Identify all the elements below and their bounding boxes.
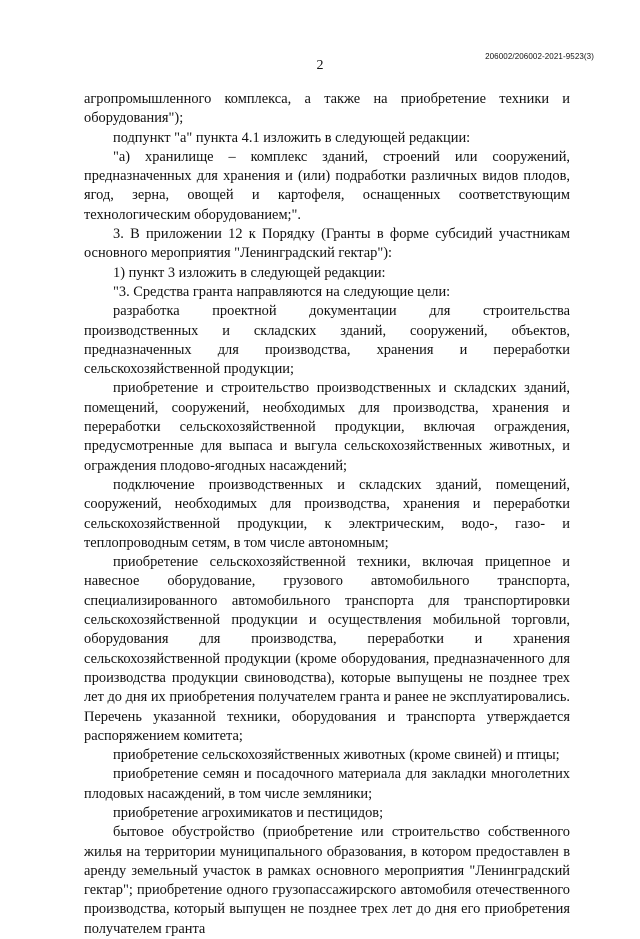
paragraph: "3. Средства гранта направляются на следующие цели: [113,283,451,300]
paragraph: подпункт "а" пункта 4.1 изложить в следующей редакции: [113,129,471,146]
paragraph: приобретение сельскохозяйственных животных (кроме свиней) и птицы; [113,747,560,764]
paragraph: приобретение агрохимикатов и пестицидов; [113,804,384,821]
document-body [84,90,570,939]
paragraph: 3. В приложении 12 к Порядку (Гранты в форме субсидий участникам основного мероприятия "Ленинградский гектар"): [84,226,570,262]
paragraph: подключение производственных и складских зданий, помещений, сооружений, необходимых для производства, хранения и переработки сельскохозяйственной продукции, к электрическим, водо-, газо- и теплопроводным сетям, в том числе автономным; [84,476,570,551]
paragraph: агропромышленного комплекса, а также на приобретение техники и оборудования"); [84,91,570,127]
paragraph: приобретение сельскохозяйственной техники, включая прицепное и навесное оборудование, грузового автомобильного транспорта, специализированного автомобильного транспорта для транспортировки сельскохозяйственной продукции и осуществления мобильной торговли, оборудования для производства, переработки и хранения сельскохозяйственной продукции (кроме оборудования, предназначенного для производства продукции свиноводства), которые выпущены не позднее трех лет до дня их приобретения получателем гранта и ранее не эксплуатировались. Перечень указанной техники, оборудования и транспорта утверждается распоряжением комитета; [84,554,570,744]
paragraph: 1) пункт 3 изложить в следующей редакции: [113,264,386,281]
paragraph: приобретение и строительство производственных и складских зданий, помещений, сооружений, необходимых для производства, хранения и переработки сельскохозяйственной продукции, включая ограждения, предусмотренные для выпаса и выгула сельскохозяйственных животных, и ограждения плодово-ягодных насаждений; [84,380,570,474]
page-number: 2 [316,58,324,73]
paragraph: бытовое обустройство (приобретение или строительство собственного жилья на территории муниципального образования, в котором предоставлен в аренду земельный участок в рамках основного мероприятия "Ленинградский гектар"; приобретение одного грузопассажирского автомобиля отечественного производства, который выпущен не позднее трех лет до дня его приобретения получателем гранта [84,824,570,937]
document-code: 206002/206002-2021-9523(3) [485,52,594,61]
paragraph: "а) хранилище – комплекс зданий, строений или сооружений, предназначенных для хранения и (или) подработки различных видов плодов, ягод, зерна, овощей и картофеля, оснащенных соответствующим технологическим оборудованием;". [84,148,570,223]
paragraph: разработка проектной документации для строительства производственных и складских зданий, сооружений, объектов, предназначенных для производства, хранения и переработки сельскохозяйственной продукции; [84,303,570,378]
paragraph: приобретение семян и посадочного материала для закладки многолетних плодовых насаждений, в том числе земляники; [84,766,570,802]
